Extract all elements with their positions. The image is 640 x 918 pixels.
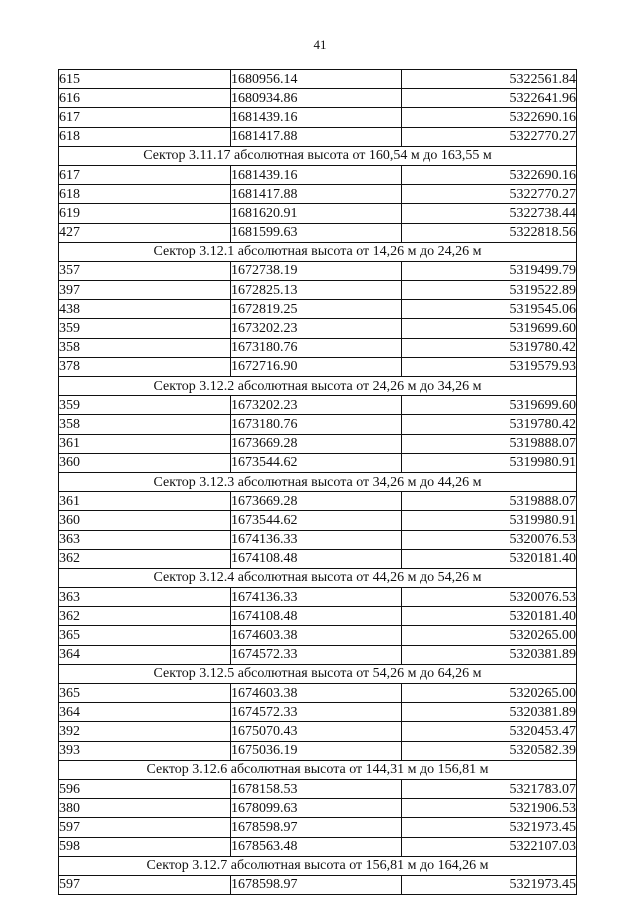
table-row (59, 530, 577, 549)
table-row (59, 607, 577, 626)
x-coordinate-cell: 1681417.88 (231, 127, 402, 146)
point-number-cell: 598 (59, 837, 231, 856)
point-number-cell: 619 (59, 204, 231, 223)
point-number-cell: 364 (59, 703, 231, 722)
x-coordinate-cell: 1672825.13 (231, 281, 402, 300)
x-coordinate-cell: 1674572.33 (231, 703, 402, 722)
table-row (59, 875, 577, 894)
sector-header-row (59, 760, 577, 779)
point-number-cell: 363 (59, 588, 231, 607)
y-coordinate-cell: 5321973.45 (402, 818, 577, 837)
x-coordinate-cell: 1681599.63 (231, 223, 402, 242)
y-coordinate-cell: 5320265.00 (402, 684, 577, 703)
y-coordinate-cell: 5322738.44 (402, 204, 577, 223)
point-number-cell: 362 (59, 549, 231, 568)
y-coordinate-cell: 5320076.53 (402, 530, 577, 549)
table-row (59, 684, 577, 703)
point-number-cell: 617 (59, 108, 231, 127)
sector-header-row (59, 377, 577, 396)
sector-title: Сектор 3.12.3 абсолютная высота от 34,26 м до 44,26 м (59, 472, 577, 491)
point-number-cell: 362 (59, 607, 231, 626)
y-coordinate-cell: 5320582.39 (402, 741, 577, 760)
table-row (59, 70, 577, 89)
point-number-cell: 358 (59, 415, 231, 434)
table-row (59, 837, 577, 856)
y-coordinate-cell: 5321906.53 (402, 799, 577, 818)
table-row (59, 338, 577, 357)
table-row (59, 434, 577, 453)
y-coordinate-cell: 5320181.40 (402, 607, 577, 626)
x-coordinate-cell: 1678563.48 (231, 837, 402, 856)
table-row (59, 281, 577, 300)
y-coordinate-cell: 5320076.53 (402, 588, 577, 607)
point-number-cell: 397 (59, 281, 231, 300)
x-coordinate-cell: 1678598.97 (231, 818, 402, 837)
table-row (59, 357, 577, 376)
point-number-cell: 616 (59, 89, 231, 108)
table-row (59, 703, 577, 722)
y-coordinate-cell: 5319888.07 (402, 434, 577, 453)
point-number-cell: 357 (59, 261, 231, 280)
y-coordinate-cell: 5322561.84 (402, 70, 577, 89)
y-coordinate-cell: 5319522.89 (402, 281, 577, 300)
x-coordinate-cell: 1681417.88 (231, 185, 402, 204)
point-number-cell: 361 (59, 434, 231, 453)
table-row (59, 722, 577, 741)
point-number-cell: 359 (59, 396, 231, 415)
point-number-cell: 358 (59, 338, 231, 357)
y-coordinate-cell: 5322690.16 (402, 165, 577, 184)
point-number-cell: 617 (59, 165, 231, 184)
y-coordinate-cell: 5319699.60 (402, 396, 577, 415)
table-row (59, 108, 577, 127)
y-coordinate-cell: 5321973.45 (402, 875, 577, 894)
sector-header-row (59, 664, 577, 683)
table-row (59, 89, 577, 108)
page-number: 41 (313, 37, 327, 52)
sector-header-row (59, 146, 577, 165)
table-row (59, 165, 577, 184)
point-number-cell: 618 (59, 185, 231, 204)
point-number-cell: 361 (59, 492, 231, 511)
x-coordinate-cell: 1678158.53 (231, 779, 402, 798)
y-coordinate-cell: 5322770.27 (402, 127, 577, 146)
x-coordinate-cell: 1674572.33 (231, 645, 402, 664)
table-row (59, 127, 577, 146)
x-coordinate-cell: 1673180.76 (231, 338, 402, 357)
x-coordinate-cell: 1673544.62 (231, 511, 402, 530)
table-row (59, 549, 577, 568)
coordinates-table (58, 69, 577, 895)
x-coordinate-cell: 1673544.62 (231, 453, 402, 472)
table-row (59, 185, 577, 204)
sector-title: Сектор 3.12.4 абсолютная высота от 44,26 м до 54,26 м (59, 568, 577, 587)
sector-header-row (59, 568, 577, 587)
table-row (59, 645, 577, 664)
table-row (59, 779, 577, 798)
x-coordinate-cell: 1681620.91 (231, 204, 402, 223)
table-row (59, 396, 577, 415)
x-coordinate-cell: 1680956.14 (231, 70, 402, 89)
coordinates-table-body (59, 70, 577, 895)
x-coordinate-cell: 1680934.86 (231, 89, 402, 108)
table-row (59, 799, 577, 818)
point-number-cell: 392 (59, 722, 231, 741)
x-coordinate-cell: 1674136.33 (231, 530, 402, 549)
x-coordinate-cell: 1672819.25 (231, 300, 402, 319)
sector-title: Сектор 3.11.17 абсолютная высота от 160,54 м до 163,55 м (59, 146, 577, 165)
y-coordinate-cell: 5319780.42 (402, 338, 577, 357)
table-row (59, 261, 577, 280)
x-coordinate-cell: 1674603.38 (231, 684, 402, 703)
y-coordinate-cell: 5322770.27 (402, 185, 577, 204)
sector-title: Сектор 3.12.6 абсолютная высота от 144,31 м до 156,81 м (59, 760, 577, 779)
y-coordinate-cell: 5320181.40 (402, 549, 577, 568)
table-row (59, 511, 577, 530)
point-number-cell: 427 (59, 223, 231, 242)
y-coordinate-cell: 5321783.07 (402, 779, 577, 798)
table-row (59, 415, 577, 434)
point-number-cell: 363 (59, 530, 231, 549)
x-coordinate-cell: 1674108.48 (231, 549, 402, 568)
table-row (59, 626, 577, 645)
x-coordinate-cell: 1673202.23 (231, 319, 402, 338)
y-coordinate-cell: 5319499.79 (402, 261, 577, 280)
y-coordinate-cell: 5319888.07 (402, 492, 577, 511)
sector-header-row (59, 242, 577, 261)
point-number-cell: 596 (59, 779, 231, 798)
point-number-cell: 597 (59, 875, 231, 894)
y-coordinate-cell: 5322641.96 (402, 89, 577, 108)
table-row (59, 204, 577, 223)
x-coordinate-cell: 1672716.90 (231, 357, 402, 376)
x-coordinate-cell: 1673669.28 (231, 434, 402, 453)
x-coordinate-cell: 1673669.28 (231, 492, 402, 511)
x-coordinate-cell: 1672738.19 (231, 261, 402, 280)
sector-header-row (59, 856, 577, 875)
y-coordinate-cell: 5319699.60 (402, 319, 577, 338)
point-number-cell: 380 (59, 799, 231, 818)
table-row (59, 818, 577, 837)
x-coordinate-cell: 1674136.33 (231, 588, 402, 607)
table-row (59, 453, 577, 472)
y-coordinate-cell: 5320265.00 (402, 626, 577, 645)
table-row (59, 300, 577, 319)
y-coordinate-cell: 5319579.93 (402, 357, 577, 376)
x-coordinate-cell: 1673202.23 (231, 396, 402, 415)
point-number-cell: 360 (59, 453, 231, 472)
y-coordinate-cell: 5319980.91 (402, 453, 577, 472)
point-number-cell: 360 (59, 511, 231, 530)
point-number-cell: 438 (59, 300, 231, 319)
y-coordinate-cell: 5322690.16 (402, 108, 577, 127)
x-coordinate-cell: 1681439.16 (231, 108, 402, 127)
point-number-cell: 365 (59, 626, 231, 645)
x-coordinate-cell: 1678099.63 (231, 799, 402, 818)
sector-title: Сектор 3.12.5 абсолютная высота от 54,26 м до 64,26 м (59, 664, 577, 683)
y-coordinate-cell: 5320381.89 (402, 703, 577, 722)
table-row (59, 319, 577, 338)
point-number-cell: 618 (59, 127, 231, 146)
point-number-cell: 359 (59, 319, 231, 338)
y-coordinate-cell: 5322818.56 (402, 223, 577, 242)
sector-title: Сектор 3.12.2 абсолютная высота от 24,26 м до 34,26 м (59, 377, 577, 396)
y-coordinate-cell: 5319780.42 (402, 415, 577, 434)
y-coordinate-cell: 5319545.06 (402, 300, 577, 319)
sector-title: Сектор 3.12.1 абсолютная высота от 14,26 м до 24,26 м (59, 242, 577, 261)
point-number-cell: 378 (59, 357, 231, 376)
point-number-cell: 365 (59, 684, 231, 703)
x-coordinate-cell: 1674108.48 (231, 607, 402, 626)
x-coordinate-cell: 1678598.97 (231, 875, 402, 894)
y-coordinate-cell: 5320381.89 (402, 645, 577, 664)
table-row (59, 223, 577, 242)
x-coordinate-cell: 1673180.76 (231, 415, 402, 434)
table-row (59, 588, 577, 607)
point-number-cell: 615 (59, 70, 231, 89)
x-coordinate-cell: 1675036.19 (231, 741, 402, 760)
x-coordinate-cell: 1675070.43 (231, 722, 402, 741)
sector-title: Сектор 3.12.7 абсолютная высота от 156,81 м до 164,26 м (59, 856, 577, 875)
point-number-cell: 597 (59, 818, 231, 837)
y-coordinate-cell: 5322107.03 (402, 837, 577, 856)
x-coordinate-cell: 1674603.38 (231, 626, 402, 645)
y-coordinate-cell: 5319980.91 (402, 511, 577, 530)
point-number-cell: 393 (59, 741, 231, 760)
y-coordinate-cell: 5320453.47 (402, 722, 577, 741)
sector-header-row (59, 472, 577, 491)
point-number-cell: 364 (59, 645, 231, 664)
table-row (59, 741, 577, 760)
table-row (59, 492, 577, 511)
x-coordinate-cell: 1681439.16 (231, 165, 402, 184)
